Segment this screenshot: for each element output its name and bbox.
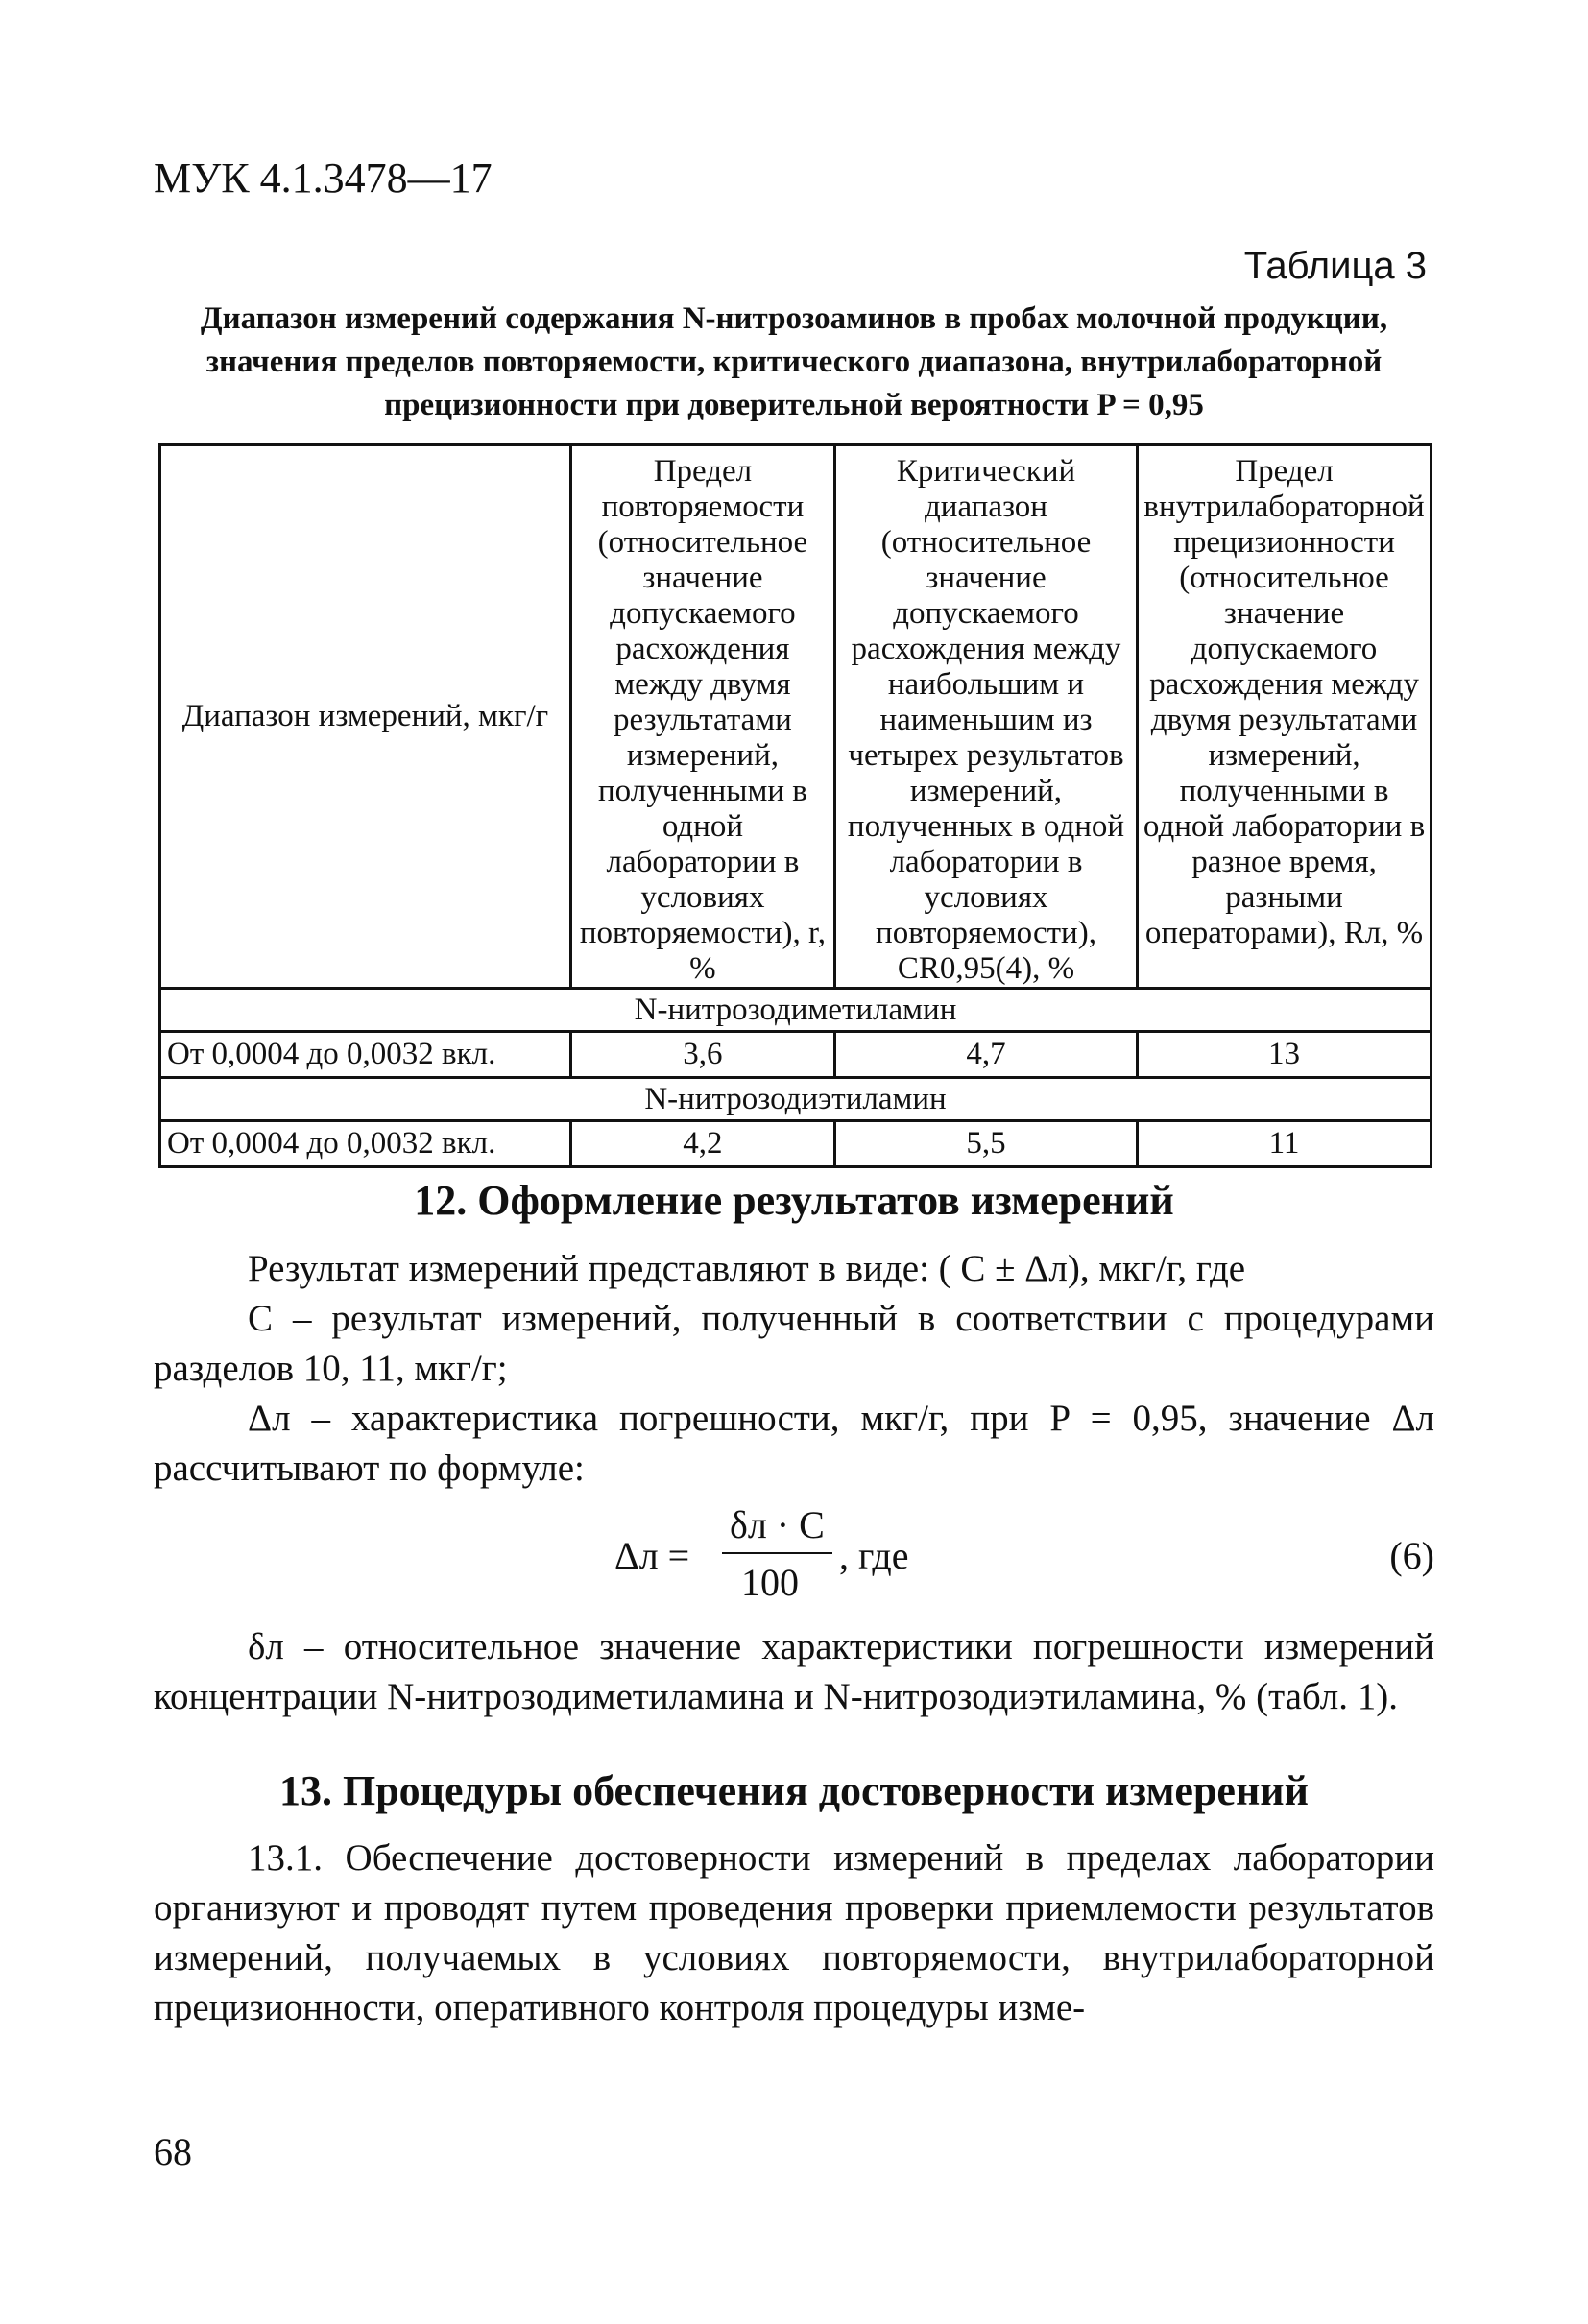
formula-6 <box>614 1502 960 1608</box>
row-cr-value: 4,7 <box>834 1032 1137 1078</box>
header-critical-range: Критический диапазон (относительное значение допускаемого расхождения между наибольшим и наименьшим из четырех результатов измерений, полученных в одной лаборатории в условиях повторяемости), CR0,95(4), % <box>834 445 1137 989</box>
section-12-paragraph-2: C – результат измерений, полученный в соответствии с процедурами разделов 10, 11, мкг/г; <box>154 1298 1434 1389</box>
formula-numerator: δл · C <box>730 1503 825 1546</box>
table-label: Таблица 3 <box>1243 245 1427 287</box>
section-12-paragraph-3: Δл – характеристика погрешности, мкг/г, при P = 0,95, значение Δл рассчитывают по формуле: <box>154 1398 1434 1489</box>
group-name: N-нитрозодиэтиламин <box>160 1078 1432 1121</box>
fraction-bar <box>722 1552 832 1554</box>
header-repeatability-limit: Предел повторяемости (относительное значение допускаемого расхождения между двумя результатами измерений, полученными в одной лаборатории в условиях повторяемости), r, % <box>570 445 834 989</box>
row-range: От 0,0004 до 0,0032 вкл. <box>160 1032 571 1078</box>
header-precision-limit: Предел внутрилабораторной прецизионности (относительное значение допускаемого расхождения между двумя результатами измерений, полученными в одной лаборатории в разное время, разными операторами), Rл, % <box>1138 445 1432 989</box>
row-r-value: 3,6 <box>570 1032 834 1078</box>
table-group-row <box>160 1078 1432 1121</box>
section-13-paragraph-1: 13.1. Обеспечение достоверности измерений в пределах лаборатории организуют и проводят путем проведения проверки приемлемости результатов измерений, получаемых в условиях повторяемости, внутрилабораторной прецизионности, оперативного контроля процедуры изме- <box>154 1837 1434 2028</box>
section-12-title: 12. Оформление результатов измерений <box>414 1177 1174 1224</box>
group-name: N-нитрозодиметиламин <box>160 989 1432 1032</box>
section-12-paragraph-1: Результат измерений представляют в виде: ( C ± Δл), мкг/г, где <box>248 1248 1246 1289</box>
equation-number: (6) <box>1389 1534 1434 1577</box>
row-rl-value: 11 <box>1138 1121 1432 1167</box>
section-13-title: 13. Процедуры обеспечения достоверности измерений <box>278 1767 1310 1814</box>
row-range: От 0,0004 до 0,0032 вкл. <box>160 1121 571 1167</box>
formula-denominator: 100 <box>741 1561 799 1604</box>
formula-suffix: , где <box>839 1534 909 1577</box>
table-row <box>160 1032 1432 1078</box>
document-code: МУК 4.1.3478—17 <box>154 155 493 202</box>
table-group-row <box>160 989 1432 1032</box>
header-range: Диапазон измерений, мкг/г <box>160 445 571 989</box>
row-rl-value: 13 <box>1138 1032 1432 1078</box>
table-row <box>160 1121 1432 1167</box>
row-cr-value: 5,5 <box>834 1121 1137 1167</box>
measurement-table <box>158 443 1432 1168</box>
section-12-paragraph-4: δл – относительное значение характеристики погрешности измерений концентрации N-нитрозодиметиламина и N-нитрозодиэтиламина, % (табл. 1). <box>154 1626 1434 1717</box>
table-header-row <box>160 445 1432 989</box>
table-title: Диапазон измерений содержания N-нитрозоаминов в пробах молочной продукции, значения пределов повторяемости, критического диапазона, внутрилабораторной прецизионности при доверительной вероятности P = 0,95 <box>200 301 1388 422</box>
row-r-value: 4,2 <box>570 1121 834 1167</box>
page-number: 68 <box>154 2130 192 2173</box>
formula-lhs: Δл = <box>614 1534 690 1577</box>
